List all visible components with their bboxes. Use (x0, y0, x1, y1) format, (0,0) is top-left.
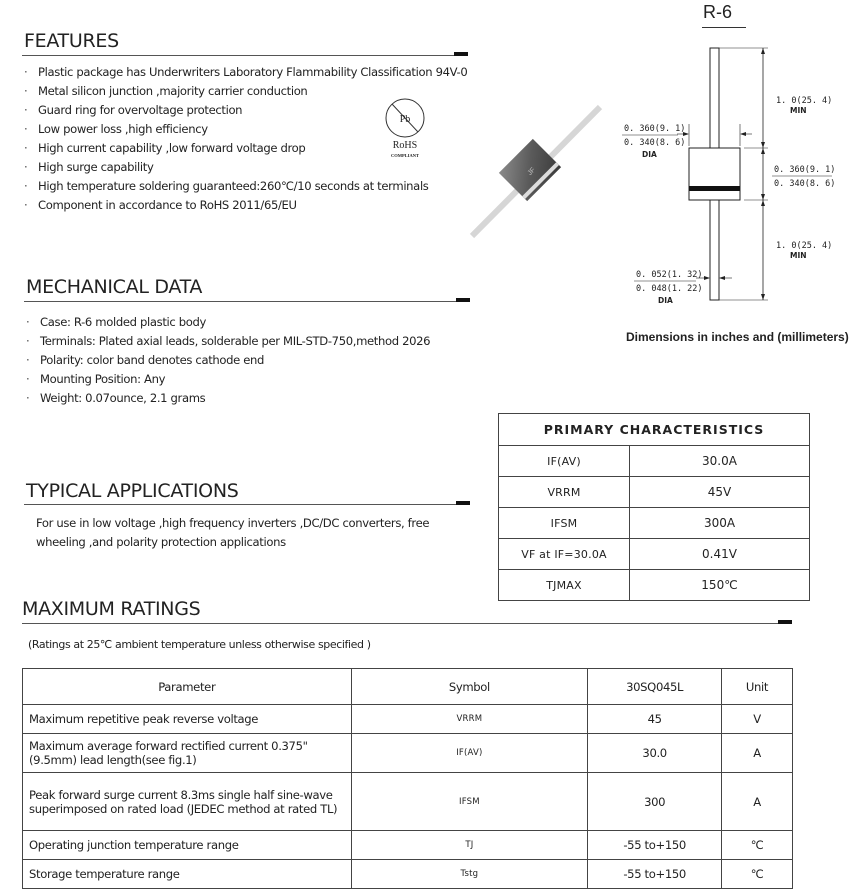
package-title: R-6 (703, 2, 733, 22)
table-row (499, 446, 810, 477)
table-row (23, 705, 793, 734)
dimensions-caption: Dimensions in inches and (millimeters) (626, 330, 849, 344)
primary-characteristics-table (498, 413, 810, 601)
mechanical-item: · Terminals: Plated axial leads, solderable per MIL-STD-750,method 2026 (26, 332, 430, 351)
rating-unit: V (722, 705, 793, 734)
rating-parameter: Maximum average forward rectified current 0.375"(9.5mm) lead length(see fig.1) (23, 734, 352, 773)
table-row (23, 773, 793, 831)
table-row (23, 831, 793, 860)
bullet-icon: · (26, 334, 30, 348)
maximum-ratings-table (22, 668, 793, 889)
rating-value: 45 (588, 705, 722, 734)
mechanical-item: · Mounting Position: Any (26, 370, 430, 389)
rating-symbol: IFSM (351, 773, 588, 831)
feature-item: · Low power loss ,high efficiency (24, 120, 467, 139)
rating-value: 300 (588, 773, 722, 831)
primary-symbol: VF at IF=30.0A (499, 539, 630, 570)
feature-item: · Guard ring for overvoltage protection (24, 101, 467, 120)
mechanical-item: · Polarity: color band denotes cathode end (26, 351, 430, 370)
bullet-icon: · (26, 372, 30, 386)
body-marking: JF (526, 166, 537, 177)
rating-unit: ℃ (722, 860, 793, 889)
bullet-icon: · (24, 160, 28, 174)
body-length-min: 0. 340(8. 6) (774, 179, 836, 189)
bullet-icon: · (24, 103, 28, 117)
features-rule (22, 55, 468, 56)
body-diameter-max: 0. 360(9. 1) (624, 124, 686, 134)
ratings-heading: MAXIMUM RATINGS (22, 598, 201, 620)
package-body (689, 148, 740, 200)
applications-heading: TYPICAL APPLICATIONS (26, 480, 239, 502)
body-diameter-min: 0. 340(8. 6) (624, 138, 686, 148)
rating-unit: A (722, 734, 793, 773)
features-rule-tab (454, 52, 468, 56)
mechanical-heading: MECHANICAL DATA (26, 276, 203, 298)
applications-rule (24, 504, 470, 505)
primary-value: 300A (630, 508, 810, 539)
lead-length-top-dim: 1. 0(25. 4) (776, 96, 833, 106)
table-row (499, 508, 810, 539)
ratings-note: (Ratings at 25℃ ambient temperature unless otherwise specified ) (28, 638, 371, 651)
rohs-label: RoHS (392, 140, 418, 151)
body-diameter-note: DIA (642, 150, 657, 159)
applications-rule-tab (456, 501, 470, 505)
diode-body (499, 139, 561, 201)
bullet-icon: · (26, 353, 30, 367)
rating-value: 30.0 (588, 734, 722, 773)
lead-diameter-max: 0. 052(1. 32) (636, 270, 703, 280)
column-header-parameter: Parameter (23, 669, 352, 705)
bullet-icon: · (24, 179, 28, 193)
package-title-rule (702, 27, 746, 28)
rating-unit: ℃ (722, 831, 793, 860)
primary-value: 150℃ (630, 570, 810, 601)
cathode-band (689, 186, 740, 191)
primary-symbol: IFSM (499, 508, 630, 539)
rohs-compliant-icon (384, 98, 434, 162)
column-header-symbol: Symbol (351, 669, 588, 705)
feature-item: · Plastic package has Underwriters Laboratory Flammability Classification 94V-0 (24, 63, 467, 82)
rating-parameter: Operating junction temperature range (23, 831, 352, 860)
bullet-icon: · (24, 122, 28, 136)
lead-diameter-note: DIA (658, 296, 673, 305)
lead-diameter-min: 0. 048(1. 22) (636, 284, 703, 294)
bullet-icon: · (24, 198, 28, 212)
diode-illustration (468, 100, 608, 245)
bullet-icon: · (24, 65, 28, 79)
rating-symbol: Tstg (351, 860, 588, 889)
ratings-rule-tab (778, 620, 792, 624)
bullet-icon: · (26, 391, 30, 405)
mechanical-rule-tab (456, 298, 470, 302)
ratings-rule (22, 623, 792, 624)
rating-value: -55 to+150 (588, 831, 722, 860)
top-lead (710, 48, 719, 148)
primary-value: 0.41V (630, 539, 810, 570)
primary-value: 45V (630, 477, 810, 508)
bottom-lead (710, 200, 719, 300)
feature-item: · High surge capability (24, 158, 467, 177)
table-row (499, 477, 810, 508)
primary-symbol: IF(AV) (499, 446, 630, 477)
package-outline-drawing (600, 40, 860, 310)
body-length-max: 0. 360(9. 1) (774, 165, 836, 175)
rating-symbol: VRRM (351, 705, 588, 734)
features-heading: FEATURES (24, 30, 119, 52)
rating-parameter: Storage temperature range (23, 860, 352, 889)
table-row (23, 860, 793, 889)
table-row (23, 734, 793, 773)
mechanical-list (26, 313, 430, 408)
rating-parameter: Maximum repetitive peak reverse voltage (23, 705, 352, 734)
rating-parameter: Peak forward surge current 8.3ms single half sine-wave superimposed on rated load (JEDEC method at rated TL) (23, 773, 352, 831)
primary-value: 30.0A (630, 446, 810, 477)
rating-symbol: TJ (351, 831, 588, 860)
lead-length-bottom-dim: 1. 0(25. 4) (776, 241, 833, 251)
rating-value: -55 to+150 (588, 860, 722, 889)
table-row (499, 539, 810, 570)
lead-length-top-note: MIN (790, 106, 807, 115)
lead-length-bottom-note: MIN (790, 251, 807, 260)
rating-symbol: IF(AV) (351, 734, 588, 773)
applications-text: For use in low voltage ,high frequency inverters ,DC/DC converters, free wheeling ,and polarity protection applications (36, 516, 430, 549)
feature-item: · Component in accordance to RoHS 2011/65/EU (24, 196, 467, 215)
rohs-pb-symbol: Pb (399, 114, 411, 125)
feature-item: · High current capability ,low forward voltage drop (24, 139, 467, 158)
rohs-sublabel: COMPLIANT (391, 153, 419, 158)
feature-item: · High temperature soldering guaranteed:260℃/10 seconds at terminals (24, 177, 467, 196)
column-header-unit: Unit (722, 669, 793, 705)
column-header-part-number: 30SQ045L (588, 669, 722, 705)
table-row (499, 570, 810, 601)
mechanical-item: · Case: R-6 molded plastic body (26, 313, 430, 332)
rating-unit: A (722, 773, 793, 831)
feature-item: · Metal silicon junction ,majority carrier conduction (24, 82, 467, 101)
mechanical-rule (24, 301, 470, 302)
bullet-icon: · (26, 315, 30, 329)
mechanical-item: · Weight: 0.07ounce, 2.1 grams (26, 389, 430, 408)
primary-symbol: VRRM (499, 477, 630, 508)
table-header-row (23, 669, 793, 705)
primary-symbol: TJMAX (499, 570, 630, 601)
primary-characteristics-title: PRIMARY CHARACTERISTICS (499, 414, 810, 446)
bullet-icon: · (24, 84, 28, 98)
bullet-icon: · (24, 141, 28, 155)
